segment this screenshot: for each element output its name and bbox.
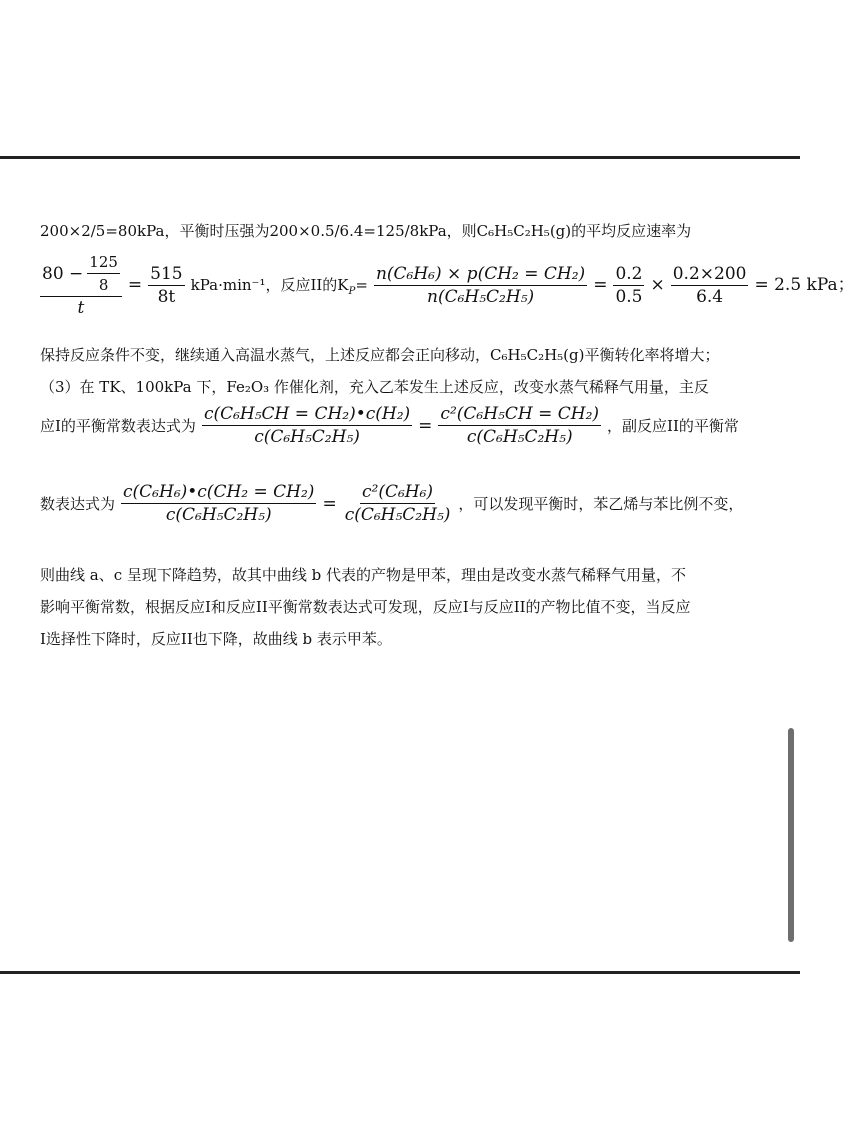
text-line-8: 影响平衡常数，根据反应I和反应II平衡常数表达式可发现，反应I与反应II的产物比值不变，当反应 [40, 598, 691, 616]
vertical-scrollbar-thumb[interactable] [788, 728, 794, 942]
document-viewer [0, 156, 855, 974]
rate-inner-num: 125 [87, 251, 120, 274]
rate-left-top: 80 − [42, 263, 84, 284]
fraction-k2-right [343, 481, 453, 526]
k2-left-den: c(C₆H₅C₂H₅) [165, 505, 272, 525]
fraction-kp-a [613, 263, 644, 308]
equation-k2-line: 数表达式为 $\frac{\text{c(C₆H₆)•c(CH₂ = CH₂)}}{\text{c(C₆H₅C₂H₅)}}$ = $\frac{\text{c²(C₆H₆)}}{\text{c(C₆H₅C₂H₅)}}$ ，可以发现平衡时，苯乙烯与苯比例不变， [40, 482, 744, 525]
rate-unit-text: kPa·min⁻¹，反应II的K [190, 276, 349, 294]
k1-left-den: c(C₆H₅C₂H₅) [254, 427, 360, 447]
k1-outro: ，副反应II的平衡常 [607, 416, 739, 435]
k1-right-den: c(C₆H₅C₂H₅) [466, 427, 573, 447]
k1-left-num: c(C₆H₅CH = CH₂)•c(H₂) [203, 404, 411, 424]
k1-right-num: c²(C₆H₅CH = CH₂) [440, 404, 600, 424]
text-line-7: 则曲线 a、c 呈现下降趋势，故其中曲线 b 代表的产物是甲苯，理由是改变水蒸气稀释气用量，不 [40, 566, 687, 584]
equation-rate-kp: 80 − $\frac{125}{8}$ t = $\frac{515}{8t}$ kPa·min⁻¹，反应II的$K_P=$ $\frac{\text{n(C₆H₆) × p(CH₂ = CH₂)}}{\text{n(C₆H₅C₂H₅)}}$ = $\frac{0.2}{0.5}$ × $\frac{0.2\times 200}{6.4}$ = 2.5 kPa； [42, 253, 855, 318]
kp-result: = 2.5 kPa； [754, 275, 855, 295]
rate-right-den: 8t [157, 286, 176, 307]
kp-subscript: P [348, 286, 356, 297]
k2-intro: 数表达式为 [40, 494, 116, 513]
text-line-1: 200×2/5=80kPa，平衡时压强为200×0.5/6.4=125/8kPa，则C₆H₅C₂H₅(g)的平均反应速率为 [40, 222, 692, 240]
k2-right-den: c(C₆H₅C₂H₅) [344, 505, 451, 525]
kp-b-den: 6.4 [696, 286, 724, 307]
fraction-rate-left [40, 251, 122, 319]
kp-num: n(C₆H₆) × p(CH₂ = CH₂) [375, 263, 586, 284]
rate-right-num: 515 [150, 263, 183, 284]
kp-a-den: 0.5 [615, 286, 643, 307]
kp-den: n(C₆H₅C₂H₅) [427, 286, 535, 307]
fraction-k1-right [438, 403, 601, 448]
rate-left-den: t [77, 298, 85, 318]
kp-b-num: 0.2×200 [672, 263, 747, 284]
k2-outro: ，可以发现平衡时，苯乙烯与苯比例不变， [458, 494, 744, 513]
text-line-3: 保持反应条件不变，继续通入高温水蒸气，上述反应都会正向移动，C₆H₅C₂H₅(g)平衡转化率将增大； [40, 346, 720, 364]
kp-a-num: 0.2 [615, 263, 643, 284]
fraction-k2-left [121, 481, 316, 526]
text-line-9: I选择性下降时，反应II也下降，故曲线 b 表示甲苯。 [40, 630, 392, 648]
text-line-4: （3）在 TK、100kPa 下，Fe₂O₃ 作催化剂，充入乙苯发生上述反应，改变水蒸气稀释气用量，主反 [40, 378, 709, 396]
fraction-k1-left [202, 403, 412, 448]
k2-right-num: c²(C₆H₆) [362, 482, 434, 502]
equation-k1-line: 应I的平衡常数表达式为 $\frac{\text{c(C₆H₅CH = CH₂)•c(H₂)}}{\text{c(C₆H₅C₂H₅)}}$ = $\frac{\text{c²(C₆H₅CH = CH₂)}}{\text{c(C₆H₅C₂H₅)}}$ ，副反应II的平衡常 [40, 404, 739, 447]
fraction-kp [374, 263, 587, 308]
fraction-rate-right [148, 263, 184, 308]
rate-inner-den: 8 [98, 276, 109, 294]
fraction-kp-b [671, 263, 749, 308]
k1-intro: 应I的平衡常数表达式为 [40, 416, 196, 435]
k2-left-num: c(C₆H₆)•c(CH₂ = CH₂) [123, 482, 315, 502]
